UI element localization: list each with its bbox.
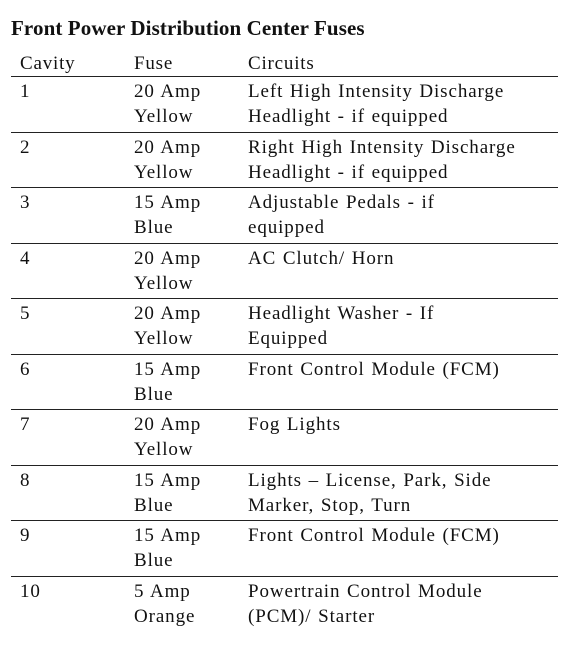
cavity-cell: 10 (20, 580, 41, 602)
header-fuse: Fuse (134, 53, 174, 74)
cavity-cell: 6 (20, 358, 31, 380)
fuse-cell: 15 Amp Blue (134, 469, 202, 516)
fuse-cell: 20 Amp Yellow (134, 81, 202, 127)
circuits-cell: Front Control Module (FCM) (248, 358, 500, 380)
fuse-cell: 20 Amp Yellow (134, 136, 202, 183)
table-row (11, 577, 558, 632)
fuse-cell: 15 Amp Blue (134, 358, 202, 405)
table-row (11, 521, 558, 577)
cavity-cell: 4 (20, 247, 31, 269)
circuits-cell: Lights – License, Park, Side Marker, Stop, Turn (248, 469, 492, 516)
cavity-cell: 5 (20, 303, 31, 324)
fuse-cell: 5 Amp Orange (134, 580, 196, 627)
circuits-cell: Left High Intensity Discharge Headlight - if equipped (248, 81, 505, 127)
cavity-cell: 3 (20, 192, 31, 213)
fuse-cell: 20 Amp Yellow (134, 414, 202, 460)
table-row (11, 133, 558, 189)
fuse-cell: 15 Amp Blue (134, 192, 202, 238)
table-row (11, 299, 558, 355)
circuits-cell: Powertrain Control Module (PCM)/ Starter (248, 580, 483, 627)
fuse-cell: 20 Amp Yellow (134, 247, 202, 294)
circuits-cell: Fog Lights (248, 414, 341, 435)
table-row (11, 188, 558, 244)
circuits-cell: Headlight Washer - If Equipped (248, 303, 435, 349)
table-row (11, 77, 558, 133)
table-row (11, 410, 558, 466)
table-row (11, 355, 558, 411)
table-header-row (11, 50, 558, 77)
header-circuits: Circuits (248, 53, 315, 74)
cavity-cell: 9 (20, 525, 31, 546)
fuse-cell: 15 Amp Blue (134, 525, 202, 571)
table-row (11, 244, 558, 300)
table-row (11, 466, 558, 522)
circuits-cell: Front Control Module (FCM) (248, 525, 500, 546)
circuits-cell: AC Clutch/ Horn (248, 247, 395, 269)
fuse-table (11, 50, 558, 631)
fuse-cell: 20 Amp Yellow (134, 303, 202, 349)
header-cavity: Cavity (20, 53, 76, 74)
page-title: Front Power Distribution Center Fuses (11, 16, 365, 40)
circuits-cell: Adjustable Pedals - if equipped (248, 192, 435, 238)
cavity-cell: 2 (20, 136, 31, 158)
cavity-cell: 1 (20, 81, 31, 102)
cavity-cell: 8 (20, 469, 31, 491)
cavity-cell: 7 (20, 414, 31, 435)
circuits-cell: Right High Intensity Discharge Headlight - if equipped (248, 136, 516, 183)
